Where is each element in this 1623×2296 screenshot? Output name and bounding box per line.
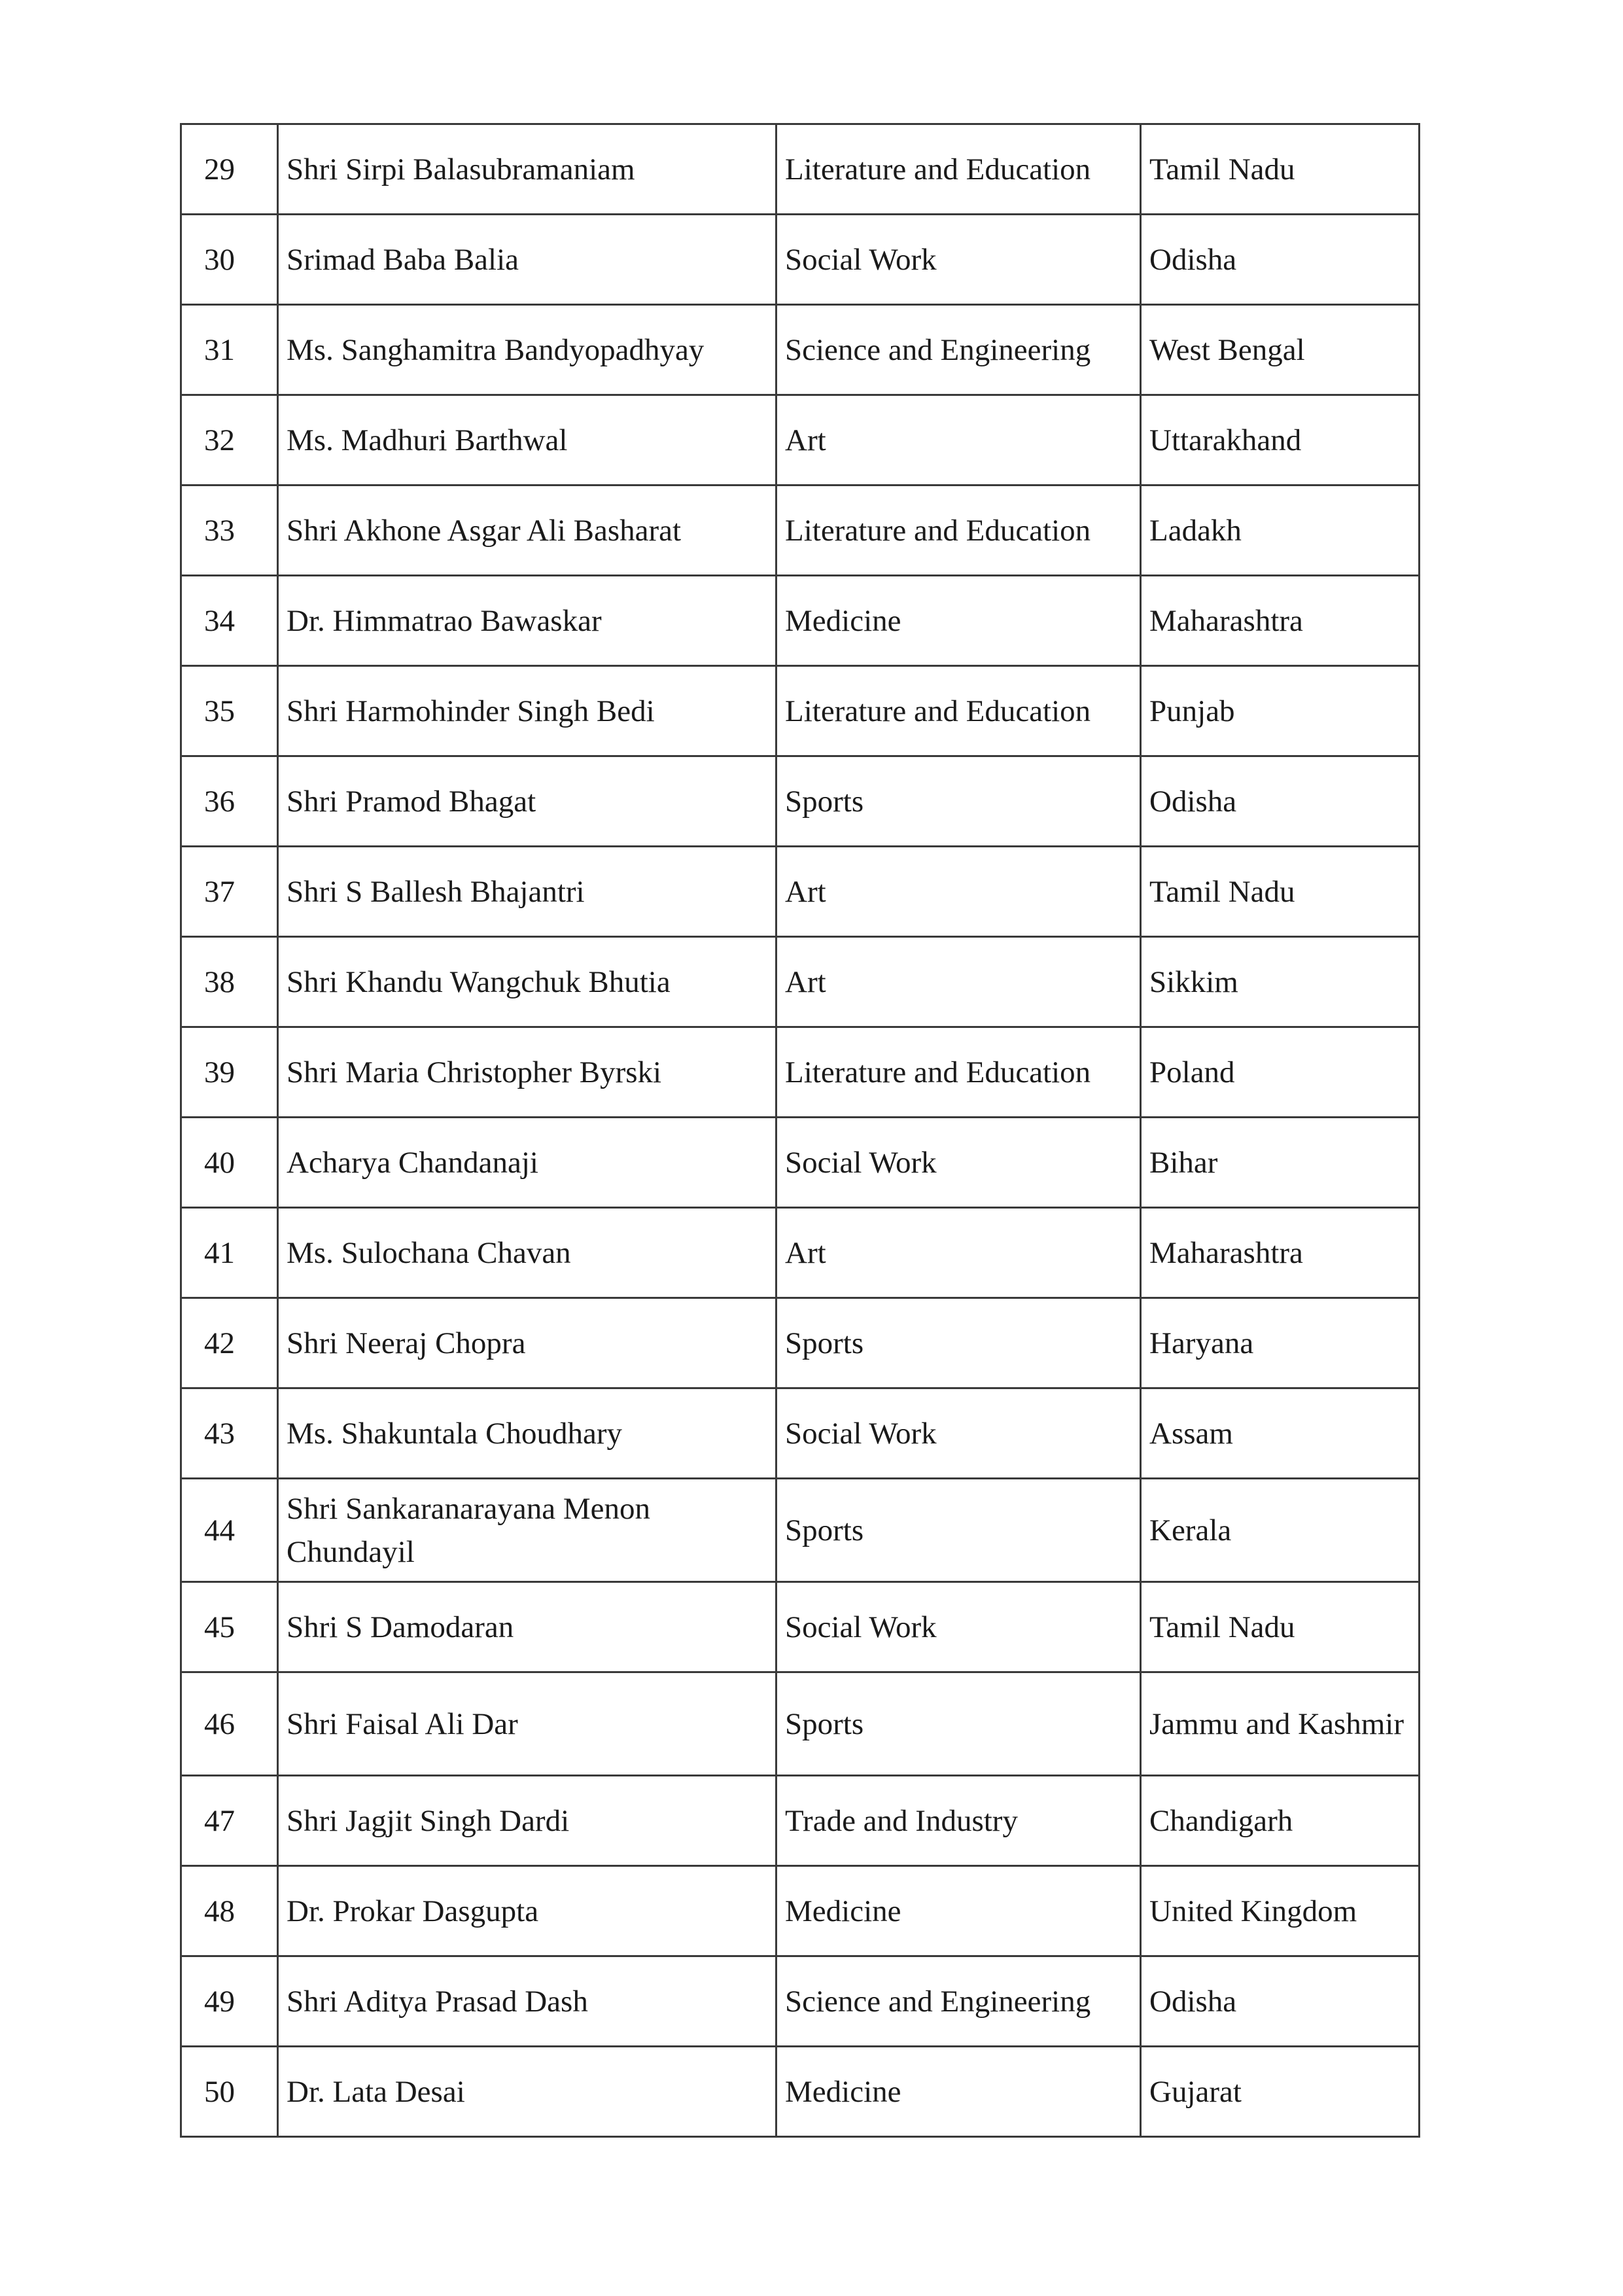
table-row bbox=[181, 124, 1420, 215]
table-row bbox=[181, 756, 1420, 847]
field-cell: Medicine bbox=[777, 1866, 1141, 1956]
table-row bbox=[181, 666, 1420, 756]
table-row bbox=[181, 1208, 1420, 1298]
serial-number-cell: 41 bbox=[181, 1208, 278, 1298]
awardee-name-cell: Ms. Sanghamitra Bandyopadhyay bbox=[278, 305, 777, 395]
serial-number-cell: 47 bbox=[181, 1776, 278, 1866]
table-row bbox=[181, 1027, 1420, 1118]
table-row bbox=[181, 486, 1420, 576]
serial-number-cell: 36 bbox=[181, 756, 278, 847]
awardee-name-cell: Shri Pramod Bhagat bbox=[278, 756, 777, 847]
awardee-name-cell: Dr. Lata Desai bbox=[278, 2047, 777, 2137]
field-cell: Literature and Education bbox=[777, 1027, 1141, 1118]
state-country-cell: Assam bbox=[1141, 1388, 1420, 1479]
state-country-cell: Tamil Nadu bbox=[1141, 124, 1420, 215]
table-row bbox=[181, 1672, 1420, 1776]
serial-number-cell: 50 bbox=[181, 2047, 278, 2137]
awardee-name-cell: Dr. Himmatrao Bawaskar bbox=[278, 576, 777, 666]
field-cell: Art bbox=[777, 1208, 1141, 1298]
table-row bbox=[181, 847, 1420, 937]
field-cell: Medicine bbox=[777, 2047, 1141, 2137]
awardee-name-cell: Shri Khandu Wangchuk Bhutia bbox=[278, 937, 777, 1027]
awardees-table bbox=[180, 123, 1420, 2138]
state-country-cell: Jammu and Kashmir bbox=[1141, 1672, 1420, 1776]
field-cell: Art bbox=[777, 395, 1141, 486]
awardee-name-cell: Shri Neeraj Chopra bbox=[278, 1298, 777, 1388]
field-cell: Social Work bbox=[777, 215, 1141, 305]
field-cell: Literature and Education bbox=[777, 124, 1141, 215]
state-country-cell: West Bengal bbox=[1141, 305, 1420, 395]
serial-number-cell: 37 bbox=[181, 847, 278, 937]
table-row bbox=[181, 1956, 1420, 2047]
serial-number-cell: 38 bbox=[181, 937, 278, 1027]
table-row bbox=[181, 215, 1420, 305]
serial-number-cell: 49 bbox=[181, 1956, 278, 2047]
awardee-name-cell: Shri Harmohinder Singh Bedi bbox=[278, 666, 777, 756]
field-cell: Social Work bbox=[777, 1388, 1141, 1479]
table-row bbox=[181, 937, 1420, 1027]
awardee-name-cell: Shri Maria Christopher Byrski bbox=[278, 1027, 777, 1118]
table-row bbox=[181, 1479, 1420, 1582]
table-row bbox=[181, 1582, 1420, 1672]
table-row bbox=[181, 1298, 1420, 1388]
field-cell: Art bbox=[777, 847, 1141, 937]
awardee-name-cell: Shri Sirpi Balasubramaniam bbox=[278, 124, 777, 215]
field-cell: Literature and Education bbox=[777, 486, 1141, 576]
field-cell: Art bbox=[777, 937, 1141, 1027]
serial-number-cell: 29 bbox=[181, 124, 278, 215]
awardee-name-cell: Acharya Chandanaji bbox=[278, 1118, 777, 1208]
awardee-name-cell: Shri Faisal Ali Dar bbox=[278, 1672, 777, 1776]
state-country-cell: Kerala bbox=[1141, 1479, 1420, 1582]
state-country-cell: Odisha bbox=[1141, 756, 1420, 847]
awardee-name-cell: Shri Aditya Prasad Dash bbox=[278, 1956, 777, 2047]
awardee-name-cell: Shri S Damodaran bbox=[278, 1582, 777, 1672]
serial-number-cell: 40 bbox=[181, 1118, 278, 1208]
serial-number-cell: 42 bbox=[181, 1298, 278, 1388]
field-cell: Social Work bbox=[777, 1582, 1141, 1672]
table-row bbox=[181, 1118, 1420, 1208]
table-row bbox=[181, 1388, 1420, 1479]
field-cell: Science and Engineering bbox=[777, 305, 1141, 395]
field-cell: Sports bbox=[777, 1298, 1141, 1388]
serial-number-cell: 45 bbox=[181, 1582, 278, 1672]
state-country-cell: Chandigarh bbox=[1141, 1776, 1420, 1866]
awardee-name-cell: Ms. Shakuntala Choudhary bbox=[278, 1388, 777, 1479]
state-country-cell: Tamil Nadu bbox=[1141, 847, 1420, 937]
awardee-name-cell: Shri Sankaranarayana Menon Chundayil bbox=[278, 1479, 777, 1582]
awardee-name-cell: Shri Akhone Asgar Ali Basharat bbox=[278, 486, 777, 576]
serial-number-cell: 33 bbox=[181, 486, 278, 576]
table-row bbox=[181, 576, 1420, 666]
awardee-name-cell: Dr. Prokar Dasgupta bbox=[278, 1866, 777, 1956]
field-cell: Literature and Education bbox=[777, 666, 1141, 756]
serial-number-cell: 48 bbox=[181, 1866, 278, 1956]
field-cell: Medicine bbox=[777, 576, 1141, 666]
awardee-name-cell: Srimad Baba Balia bbox=[278, 215, 777, 305]
field-cell: Sports bbox=[777, 1672, 1141, 1776]
field-cell: Science and Engineering bbox=[777, 1956, 1141, 2047]
state-country-cell: Bihar bbox=[1141, 1118, 1420, 1208]
field-cell: Trade and Industry bbox=[777, 1776, 1141, 1866]
table-row bbox=[181, 395, 1420, 486]
awardee-name-cell: Shri S Ballesh Bhajantri bbox=[278, 847, 777, 937]
serial-number-cell: 34 bbox=[181, 576, 278, 666]
serial-number-cell: 31 bbox=[181, 305, 278, 395]
state-country-cell: Ladakh bbox=[1141, 486, 1420, 576]
awardee-name-cell: Ms. Madhuri Barthwal bbox=[278, 395, 777, 486]
state-country-cell: Odisha bbox=[1141, 1956, 1420, 2047]
table-row bbox=[181, 1776, 1420, 1866]
serial-number-cell: 32 bbox=[181, 395, 278, 486]
serial-number-cell: 39 bbox=[181, 1027, 278, 1118]
state-country-cell: Gujarat bbox=[1141, 2047, 1420, 2137]
serial-number-cell: 35 bbox=[181, 666, 278, 756]
state-country-cell: Punjab bbox=[1141, 666, 1420, 756]
table-row bbox=[181, 305, 1420, 395]
serial-number-cell: 43 bbox=[181, 1388, 278, 1479]
serial-number-cell: 46 bbox=[181, 1672, 278, 1776]
state-country-cell: Maharashtra bbox=[1141, 576, 1420, 666]
field-cell: Sports bbox=[777, 1479, 1141, 1582]
state-country-cell: Odisha bbox=[1141, 215, 1420, 305]
state-country-cell: Haryana bbox=[1141, 1298, 1420, 1388]
state-country-cell: Sikkim bbox=[1141, 937, 1420, 1027]
table-row bbox=[181, 2047, 1420, 2137]
awardees-table-body bbox=[181, 124, 1420, 2137]
awardee-name-cell: Shri Jagjit Singh Dardi bbox=[278, 1776, 777, 1866]
state-country-cell: Poland bbox=[1141, 1027, 1420, 1118]
serial-number-cell: 44 bbox=[181, 1479, 278, 1582]
serial-number-cell: 30 bbox=[181, 215, 278, 305]
awardee-name-cell: Ms. Sulochana Chavan bbox=[278, 1208, 777, 1298]
table-row bbox=[181, 1866, 1420, 1956]
state-country-cell: Maharashtra bbox=[1141, 1208, 1420, 1298]
state-country-cell: Uttarakhand bbox=[1141, 395, 1420, 486]
state-country-cell: United Kingdom bbox=[1141, 1866, 1420, 1956]
field-cell: Sports bbox=[777, 756, 1141, 847]
state-country-cell: Tamil Nadu bbox=[1141, 1582, 1420, 1672]
field-cell: Social Work bbox=[777, 1118, 1141, 1208]
